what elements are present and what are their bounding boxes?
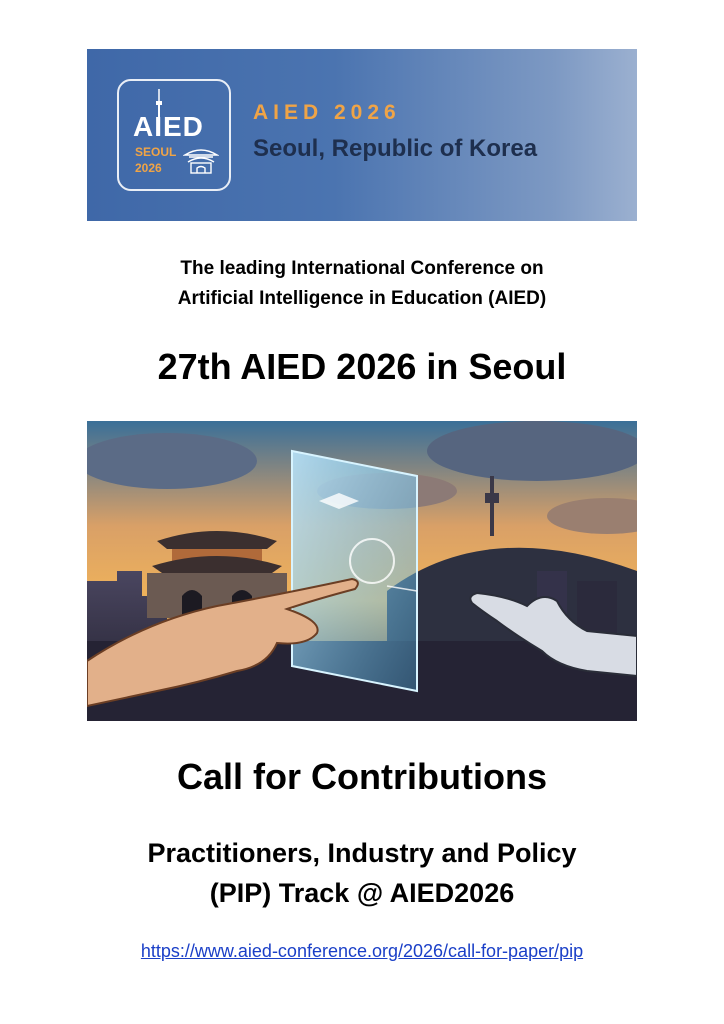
call-heading: Call for Contributions: [177, 756, 547, 797]
intro-line-1: The leading International Conference on: [180, 258, 544, 279]
hero-illustration: [87, 421, 637, 721]
hologram-screen: [292, 451, 417, 691]
call-for-paper-link[interactable]: https://www.aied-conference.org/2026/call-for-paper/pip: [140, 941, 584, 961]
seoul-ai-hands-illustration: [87, 421, 637, 721]
track-title: [0, 833, 724, 913]
track-line-1: Practitioners, Industry and Policy: [147, 838, 577, 868]
palace-gate-icon: [183, 145, 219, 175]
banner-title: AIED 2026: [253, 101, 401, 124]
track-line-2: (PIP) Track @ AIED2026: [209, 878, 515, 908]
page-headline: 27th AIED 2026 in Seoul: [157, 346, 567, 387]
aied-logo: [117, 79, 231, 191]
conference-banner: [87, 49, 637, 221]
banner-subtitle: Seoul, Republic of Korea: [253, 135, 538, 162]
seoul-tower: [490, 476, 494, 536]
intro-line-2: Artificial Intelligence in Education (AIED): [177, 288, 547, 309]
logo-year: 2026: [135, 161, 162, 175]
logo-wordmark: AIED: [133, 111, 204, 142]
conference-description: [0, 254, 724, 314]
logo-city: SEOUL: [135, 145, 177, 159]
cloud: [427, 421, 637, 481]
